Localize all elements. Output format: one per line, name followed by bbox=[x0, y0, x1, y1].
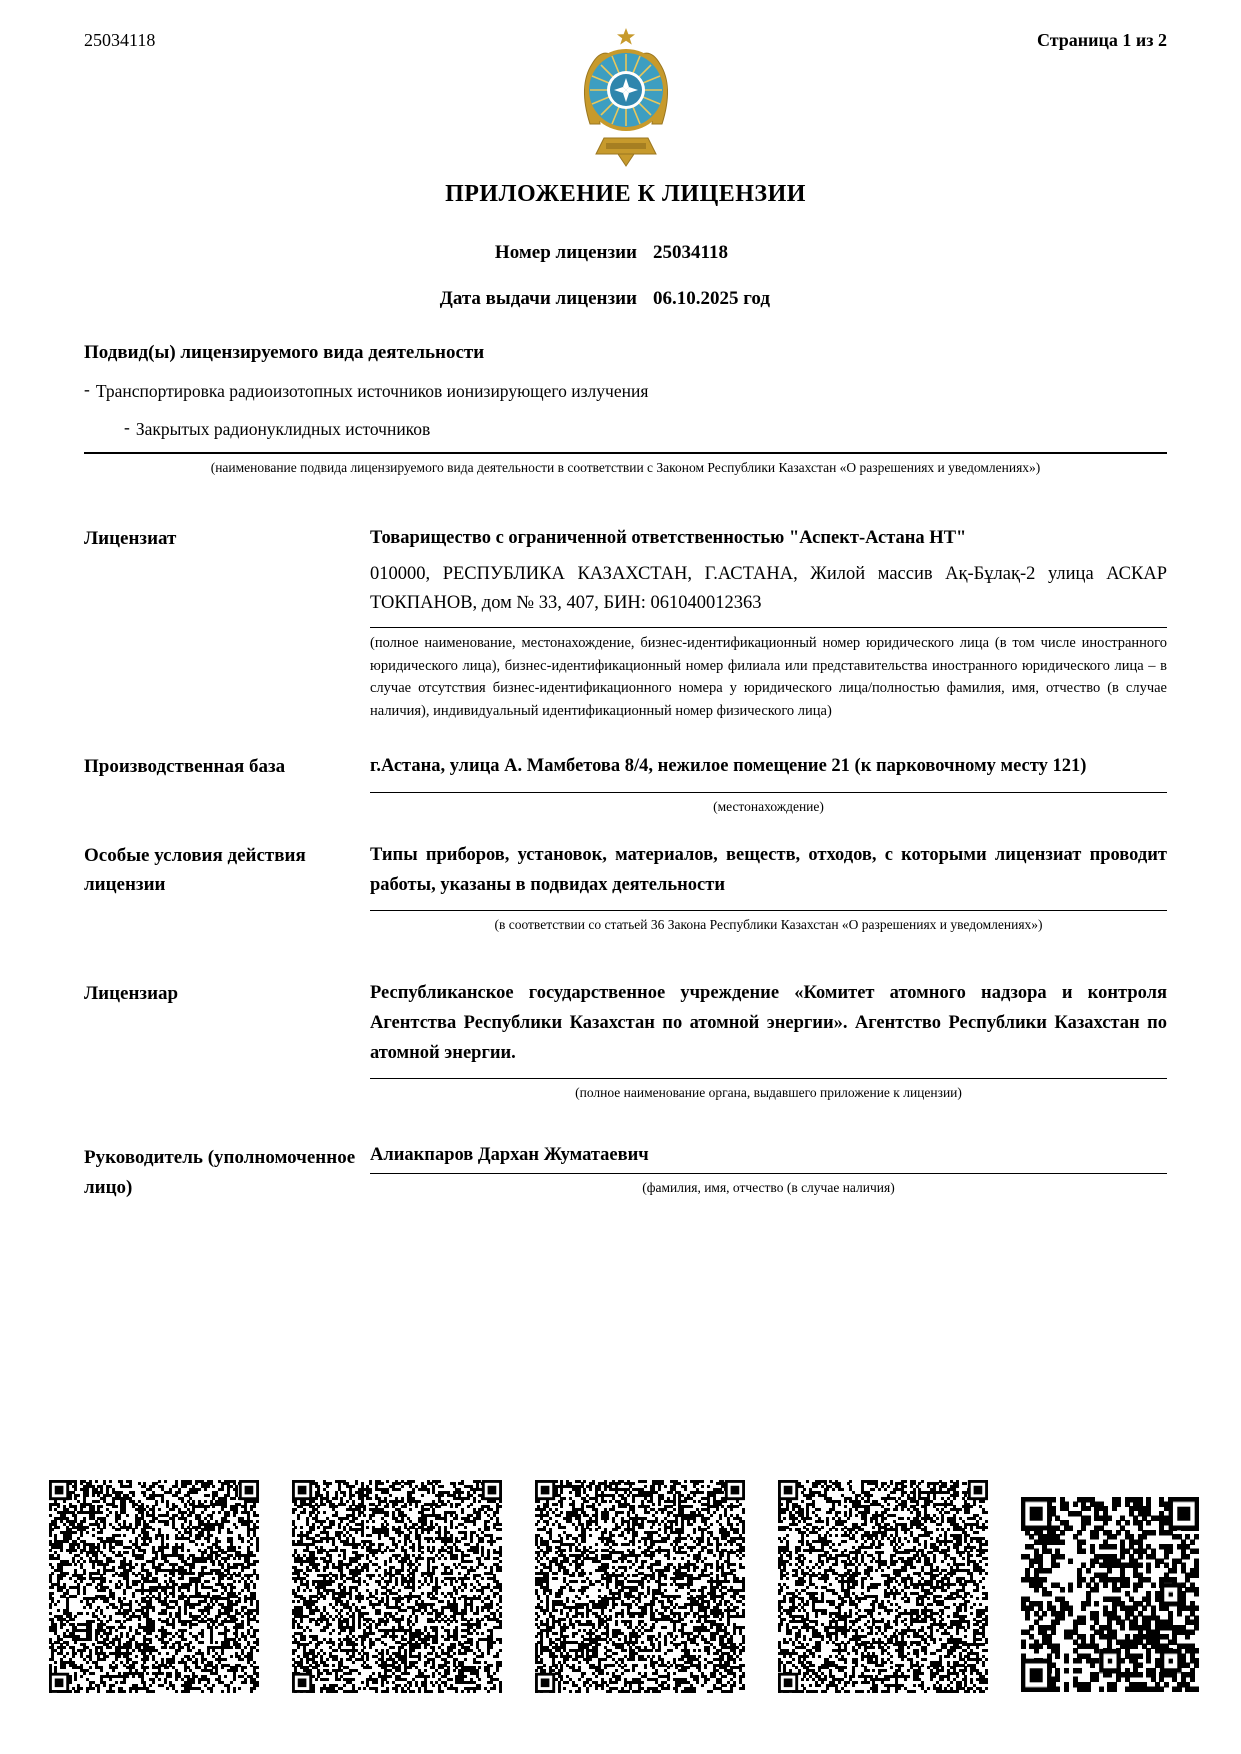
production-base-row bbox=[84, 752, 1167, 817]
licensor-row bbox=[84, 979, 1167, 1103]
kazakhstan-coat-of-arms-icon bbox=[576, 26, 676, 168]
head-row bbox=[84, 1143, 1167, 1202]
licensor-note: (полное наименование органа, выдавшего приложение к лицензии) bbox=[575, 1085, 962, 1101]
license-date-label: Дата выдачи лицензии bbox=[439, 288, 637, 309]
license-meta bbox=[84, 242, 1167, 310]
licensee-row bbox=[84, 524, 1167, 722]
licensor-label: Лицензиар bbox=[84, 983, 179, 1005]
licensee-name: Товарищество с ограниченной ответственностью "Аспект-Астана НТ" bbox=[370, 528, 967, 549]
license-number-row bbox=[84, 242, 1167, 264]
subtypes-note: (наименование подвида лицензируемого вида деятельности в соответствии с Законом Республики Казахстан «О разрешениях и уведомлениях») bbox=[210, 460, 1041, 475]
barcode-band bbox=[49, 1480, 1199, 1693]
head-note: (фамилия, имя, отчество (в случае наличия) bbox=[642, 1180, 895, 1196]
divider bbox=[370, 792, 1167, 793]
barcode-stamp-3 bbox=[535, 1480, 745, 1693]
production-base-label: Производственная база bbox=[84, 756, 286, 778]
document-header bbox=[84, 26, 1167, 173]
subtypes-heading: Подвид(ы) лицензируемого вида деятельности bbox=[84, 342, 485, 363]
special-conditions-note: (в соответствии со статьей 36 Закона Республики Казахстан «О разрешениях и уведомлениях») bbox=[494, 917, 1043, 933]
subtype-2: Закрытых радионуклидных источников bbox=[135, 419, 431, 439]
license-number-value: 25034118 bbox=[653, 242, 728, 263]
license-date-row bbox=[84, 288, 1167, 310]
divider bbox=[370, 910, 1167, 911]
divider bbox=[84, 452, 1167, 454]
barcode-stamp-2 bbox=[292, 1480, 502, 1693]
list-item bbox=[84, 379, 1167, 402]
document-number: 25034118 bbox=[84, 30, 156, 50]
production-base-value: г.Астана, улица А. Мамбетова 8/4, нежилое помещение 21 (к парковочному месту 121) bbox=[370, 756, 1087, 777]
barcode-stamp-1 bbox=[49, 1480, 259, 1693]
divider bbox=[370, 1078, 1167, 1079]
document-title: ПРИЛОЖЕНИЕ К ЛИЦЕНЗИИ bbox=[445, 181, 806, 207]
special-conditions-label: Особые условия действия лицензии bbox=[84, 844, 306, 896]
list-item bbox=[124, 417, 1167, 440]
special-conditions-row bbox=[84, 841, 1167, 935]
license-date-value: 06.10.2025 год bbox=[653, 288, 770, 309]
head-label: Руководитель (уполномоченное лицо) bbox=[84, 1147, 356, 1198]
subtype-1: Транспортировка радиоизотопных источников ионизирующего излучения bbox=[95, 381, 649, 401]
divider bbox=[370, 627, 1167, 628]
license-number-label: Номер лицензии bbox=[494, 242, 637, 263]
list-marker: - bbox=[84, 379, 90, 399]
licensee-label: Лицензиат bbox=[84, 528, 177, 550]
head-name: Алиакпаров Дархан Жуматаевич bbox=[370, 1145, 649, 1166]
qr-code bbox=[1021, 1497, 1199, 1693]
production-base-note: (местонахождение) bbox=[713, 798, 824, 814]
licensee-address: 010000, РЕСПУБЛИКА КАЗАХСТАН, Г.АСТАНА, Жилой массив Ақ-Бұлақ-2 улица АСКАР ТОКПАНОВ, дом № 33, 407, БИН: 061040012363 bbox=[370, 563, 1167, 613]
page-indicator: Страница 1 из 2 bbox=[1036, 30, 1167, 50]
list-marker: - bbox=[124, 417, 130, 437]
special-conditions-value: Типы приборов, установок, материалов, веществ, отходов, с которыми лицензиат проводит работы, указаны в подвидах деятельности bbox=[370, 844, 1167, 895]
barcode-stamp-4 bbox=[778, 1480, 988, 1693]
divider bbox=[370, 1173, 1167, 1174]
licensor-value: Республиканское государственное учреждение «Комитет атомного надзора и контроля Агентства Республики Казахстан по атомной энергии». Агентство Республики Казахстан по атомной энергии. bbox=[370, 983, 1167, 1063]
licensee-note: (полное наименование, местонахождение, бизнес-идентификационный номер юридического лица (в том числе иностранного юридического лица), бизнес-идентификационный номер филиала или представительства иностранного юридического лица – в случае отсутствия бизнес-идентификационного номера у юридического лица/полностью фамилия, имя, отчество (в случае наличия), индивидуальный идентификационный номер физического лица) bbox=[370, 635, 1167, 719]
